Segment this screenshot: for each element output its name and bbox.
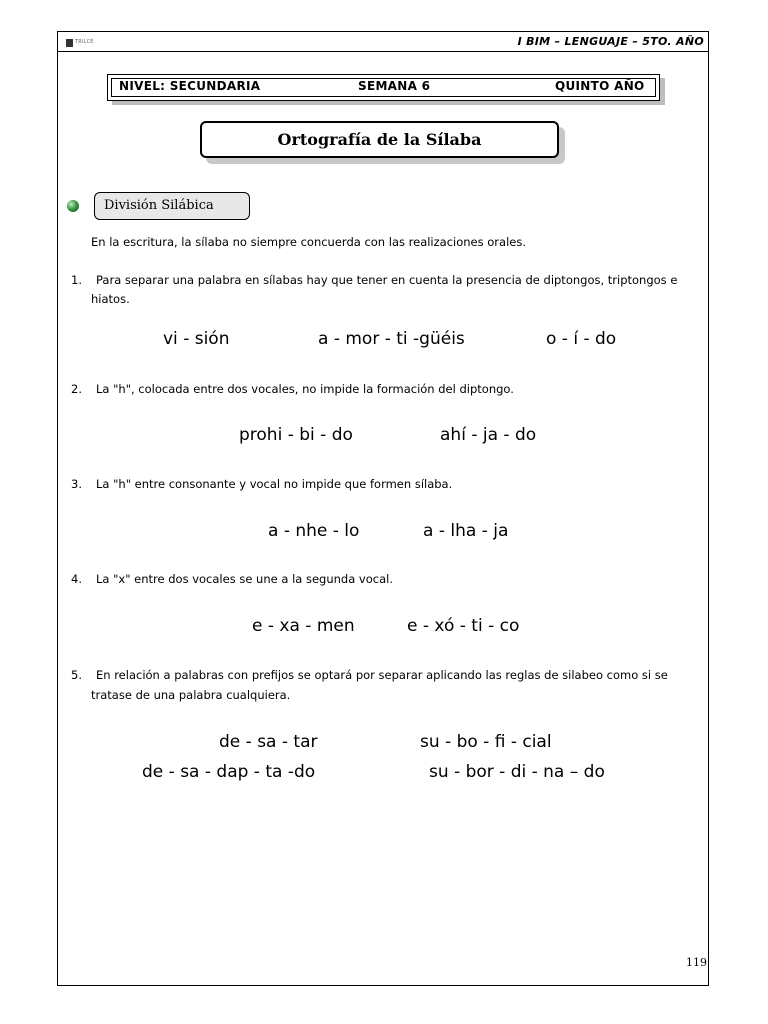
- rule-text: La "x" entre dos vocales se une a la segunda vocal.: [96, 572, 393, 586]
- page-title: Ortografía de la Sílaba: [277, 130, 482, 149]
- syllable-example: ahí - ja - do: [440, 425, 537, 445]
- level-bar: [107, 74, 660, 101]
- rule-number: 3.: [71, 477, 82, 491]
- rule-text: La "h", colocada entre dos vocales, no impide la formación del diptongo.: [96, 382, 514, 396]
- rule-number: 5.: [71, 668, 82, 682]
- intro-text: En la escritura, la sílaba no siempre concuerda con las realizaciones orales.: [91, 235, 527, 249]
- section-heading: División Silábica: [104, 198, 214, 213]
- syllable-example: prohi - bi - do: [239, 425, 353, 445]
- rule-text-continued: tratase de una palabra cualquiera.: [91, 688, 291, 702]
- rule-text: En relación a palabras con prefijos se optará por separar aplicando las reglas de silabeo como si se: [96, 668, 668, 682]
- syllable-example: su - bor - di - na – do: [429, 762, 605, 782]
- syllable-example: vi - sión: [163, 329, 230, 349]
- level-label: NIVEL: SECUNDARIA: [119, 79, 261, 93]
- week-label: SEMANA 6: [358, 79, 431, 93]
- rule-text: La "h" entre consonante y vocal no impide que formen sílaba.: [96, 477, 453, 491]
- logo-text: TRILCE: [75, 39, 94, 45]
- rule-number: 4.: [71, 572, 82, 586]
- syllable-example: su - bo - fi - cial: [420, 732, 552, 752]
- grade-label: QUINTO AÑO: [555, 79, 645, 93]
- section-heading-box: [94, 192, 250, 220]
- header-divider: [57, 51, 709, 52]
- syllable-example: o - í - do: [546, 329, 617, 349]
- page-border: [57, 31, 709, 986]
- rule-number: 1.: [71, 273, 82, 287]
- title-box: [200, 121, 559, 158]
- syllable-example: a - nhe - lo: [268, 521, 360, 541]
- rule-text: Para separar una palabra en sílabas hay que tener en cuenta la presencia de diptongos, triptongos e: [96, 273, 678, 287]
- rule-text-continued: hiatos.: [91, 292, 130, 306]
- publisher-logo: [66, 38, 94, 48]
- syllable-example: de - sa - tar: [219, 732, 318, 752]
- logo-mark-icon: [66, 39, 73, 47]
- page-number: 119: [686, 956, 707, 969]
- rule-number: 2.: [71, 382, 82, 396]
- syllable-example: de - sa - dap - ta -do: [142, 762, 316, 782]
- syllable-example: a - mor - ti -güéis: [318, 329, 465, 349]
- globe-bullet-icon: [67, 200, 79, 212]
- syllable-example: e - xa - men: [252, 616, 355, 636]
- syllable-example: a - lha - ja: [423, 521, 509, 541]
- syllable-example: e - xó - ti - co: [407, 616, 520, 636]
- header-course-label: I BIM – LENGUAJE – 5TO. AÑO: [517, 35, 704, 48]
